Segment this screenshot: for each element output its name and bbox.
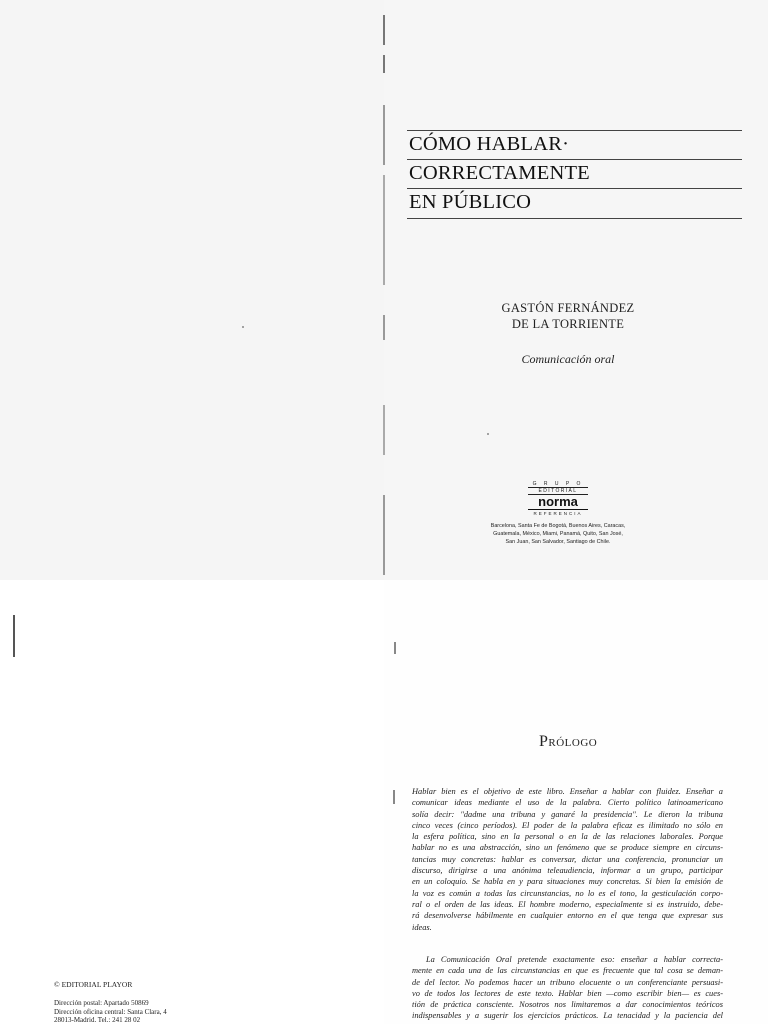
- copyright-page: [0, 580, 384, 1024]
- scan-edge-mark: [13, 615, 15, 657]
- title-rule: [407, 159, 742, 160]
- publisher-cities: [478, 522, 638, 546]
- text-line: la voz es común a todas las circunstancias, no lo es el tono, la gesticulación corpo-: [412, 888, 723, 898]
- text-line: discurso, dirigirse a una anónima teleaudiencia, informar a un grupo, participar: [412, 866, 723, 876]
- logo-collection-text: REFERENCIA: [533, 511, 583, 516]
- text-line: Hablar bien es el objetivo de este libro. Enseñar a hablar con fluidez. Enseñar a: [412, 787, 723, 796]
- logo-group-text: G R U P O: [532, 481, 584, 487]
- text-line: ral o el orden de las ideas. El hombre moderno, especialmente si es instruido, debe-: [412, 899, 723, 909]
- prologue-paragraph-1: [412, 786, 723, 933]
- logo-editorial-text: EDITORIAL: [528, 487, 588, 495]
- text-line: rá desenvolverse hábilmente en cualquier entorno en el que tenga que expresar sus: [412, 911, 723, 921]
- title-rule: [407, 130, 742, 131]
- publisher-address: [54, 999, 167, 1024]
- address-line: Dirección postal: Apartado 50869: [54, 999, 149, 1007]
- text-line: mente en cada una de las circunstancias en que es frecuente que tal cosa se deman-: [412, 966, 723, 976]
- author-name-line-1: GASTÓN FERNÁNDEZ: [501, 301, 635, 315]
- text-line: hablar no es una abstracción, sino un fenómeno que se produce siempre en circuns-: [412, 843, 723, 853]
- book-title-line-1: CÓMO HABLAR·: [409, 133, 570, 155]
- text-line: La Comunicación Oral pretende exactamente eso: enseñar a hablar correcta-: [426, 955, 723, 964]
- scan-speck: [487, 433, 489, 435]
- prologue-paragraph-2: [412, 954, 723, 1022]
- title-rule: [407, 188, 742, 189]
- text-line: la esfera política, sino en la personal o en la de las relaciones laborales. Porque: [412, 832, 723, 842]
- cities-line: San Juan, San Salvador, Santiago de Chile.: [505, 539, 611, 545]
- author-name-line-2: DE LA TORRIENTE: [511, 317, 625, 331]
- address-line: 28013-Madrid. Tel.: 241 28 02: [54, 1016, 141, 1024]
- text-line: tancias muy concretas: hablar es conversar, dictar una conferencia, pronunciar un: [412, 854, 723, 864]
- text-line: cinco veces (cinco períodos). El poder de la palabra eficaz es ilimitado no sólo en: [412, 820, 723, 830]
- book-title-line-3: EN PÚBLICO: [409, 191, 532, 213]
- address-line: Dirección oficina central: Santa Clara, 4: [54, 1007, 167, 1016]
- cities-line: Guatemala, México, Miami, Panamá, Quito, San José,: [493, 531, 623, 537]
- blank-verso-page: [0, 0, 384, 580]
- cities-line: Barcelona, Santa Fe de Bogotá, Buenos Aires, Caracas,: [490, 523, 626, 529]
- title-rule: [407, 218, 742, 219]
- prologue-heading: Prólogo: [539, 733, 598, 750]
- text-line: ideas.: [412, 922, 432, 932]
- scan-speck: [394, 642, 396, 654]
- text-line: en un coloquio. Se habla en y para situaciones muy concretas. Si bien la emisión de: [412, 877, 723, 887]
- text-line: de del lector. No podemos hacer un tribuno elocuente o un conferenciante persuasi-: [412, 977, 723, 987]
- publisher-logo: [528, 481, 588, 517]
- text-line: tión de práctica consciente. Nosotros nos limitaremos a dar conocimientos teóricos: [412, 1000, 723, 1010]
- binding-gutter: [381, 15, 387, 575]
- text-line: indispensables y a sugerir los ejercicios prácticos. La tenacidad y la paciencia del: [412, 1011, 723, 1021]
- scan-speck: [242, 326, 244, 328]
- book-title-line-2: CORRECTAMENTE: [409, 162, 590, 184]
- text-line: comunicar ideas mediante el uso de la palabra. Cierto político latinoamericano: [412, 798, 723, 808]
- book-subtitle: Comunicación oral: [521, 352, 615, 366]
- text-line: vo de todos los lectores de este texto. Hablar bien —como escribir bien— es cues-: [412, 988, 723, 998]
- scan-speck: [393, 790, 395, 804]
- publisher-copyright: © EDITORIAL PLAYOR: [54, 980, 133, 989]
- text-line: solía decir: "dadme una tribuna y ganaré la presidencia". Le dieron la tribuna: [412, 809, 723, 819]
- logo-brand-text: norma: [528, 495, 588, 510]
